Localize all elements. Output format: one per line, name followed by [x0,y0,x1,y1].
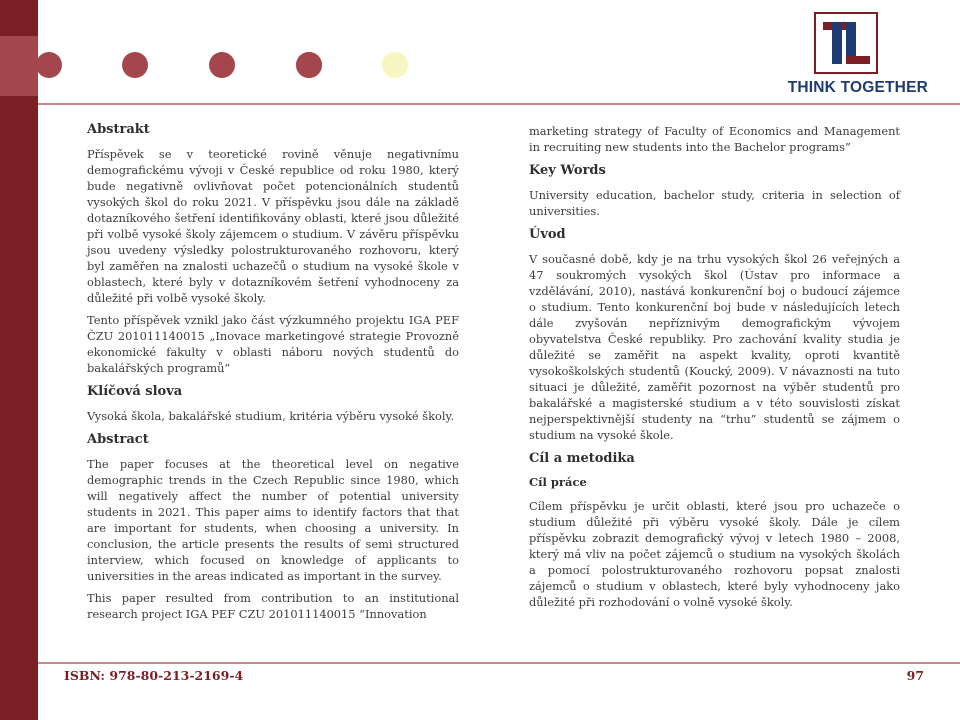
tl-logo-icon [814,12,878,74]
cil-prace-heading: Cíl práce [529,475,587,489]
left-decor-bar [0,0,38,720]
key-words-text: University education, bachelor study, criteria in selection of universities. [529,188,900,218]
abstract-paragraph-2: This paper resulted from contribution to an institutional research project IGA PEF CZU 201011140015 “Innovation [87,591,459,621]
abstrakt-heading: Abstrakt [87,122,150,137]
footer-isbn: ISBN: 978-80-213-2169-4 [64,668,244,683]
footer-divider [38,662,960,664]
decor-dot-1 [36,52,62,78]
abstract-paragraph-1: The paper focuses at the theoretical level on negative demographic trends in the Czech Republic since 1980, which will negatively affect the number of potential university students in 2021. This paper aims to identify factors that that are important for students, when choosing a university. In conclusion, the article presents the results of semi structured interview, which focused on knowledge of applicants to universities in the areas indicated as important in the survey. [87,457,459,583]
klicova-slova-heading: Klíčová slova [87,384,183,399]
uvod-heading: Úvod [529,227,566,242]
think-together-logo [780,12,928,98]
uvod-paragraph: V současné době, kdy je na trhu vysokých škol 26 veřejných a 47 soukromých vysokých škol (Ústav pro informace a vzdělávání, 2010), nastává konkurenční boj o budoucí zájemce o studium. Tento konkurenční boj bude v následujících letech dále zvyšován nepříznivým demografickým vývojem obyvatelstva České republiky. Pro zachování kvality studia je důležité se zaměřit na aspekt kvality, oproti kvantitě vysokoškolských studentů (Koucký, 2009). V návaznosti na tuto situaci je důležité, zaměřit pozornost na výběr studentů pro bakalářské a magisterské studium a v této souvislosti získat nejperspektivnější studenty na “trhu” studentů se zájmem o studium na vysoké škole. [529,252,900,442]
klicova-slova-text: Vysoká škola, bakalářské studium, kritéria výběru vysoké školy. [87,409,455,423]
header-divider [38,103,960,105]
decor-dot-2 [122,52,148,78]
decor-dot-6 [382,52,408,78]
abstrakt-paragraph-1: Příspěvek se v teoretické rovině věnuje negativnímu demografickému vývoji v České republice od roku 1980, který bude negativně ovlivňovat počet potencionálních studentů vysokých škol do roku 2021. V příspěvku jsou dále na základě dotazníkového šetření identifikovány oblasti, které jsou důležité při volbě vysoké školy zájemcem o studium. V závěru příspěvku jsou uvedeny výsledky polostrukturovaného rozhovoru, který byl zaměřen na znalosti uchazečů o studium na vysoké škole v oblastech, které byly v dotazníkovém šetření vyhodnoceny za důležité při volbě vysoké školy. [87,147,459,305]
page-number: 97 [906,668,924,683]
key-words-heading: Key Words [529,163,606,178]
abstract-heading: Abstract [87,432,149,447]
logo-text: THINK TOGETHER [787,79,928,96]
cil-a-metodika-heading: Cíl a metodika [529,451,635,466]
left-decor-accent [0,36,38,96]
abstrakt-paragraph-2: Tento příspěvek vznikl jako část výzkumného projektu IGA PEF ČZU 201011140015 „Inovace marketingové strategie Provozně ekonomické fakulty v oblasti náboru nových studentů do bakalářských programů“ [87,313,459,375]
decor-dot-3 [209,52,235,78]
decor-dot-5 [296,52,322,78]
left-column [87,120,459,628]
right-column [529,123,900,616]
cil-prace-paragraph: Cílem příspěvku je určit oblasti, které jsou pro uchazeče o studium důležité při výběru vysoké školy. Dále je cílem příspěvku zobrazit demografický vývoj v letech 1980 – 2008, který má vliv na počet zájemců o studium na vysokých školách a pomocí polostrukturovaného rozhovoru popsat znalosti zájemců o studium v oblastech, které byly vyhodnoceny jako důležité při rozhodování o volně vysoké školy. [529,499,900,609]
continuation-paragraph: marketing strategy of Faculty of Economics and Management in recruiting new students into the Bachelor programs” [529,124,900,154]
